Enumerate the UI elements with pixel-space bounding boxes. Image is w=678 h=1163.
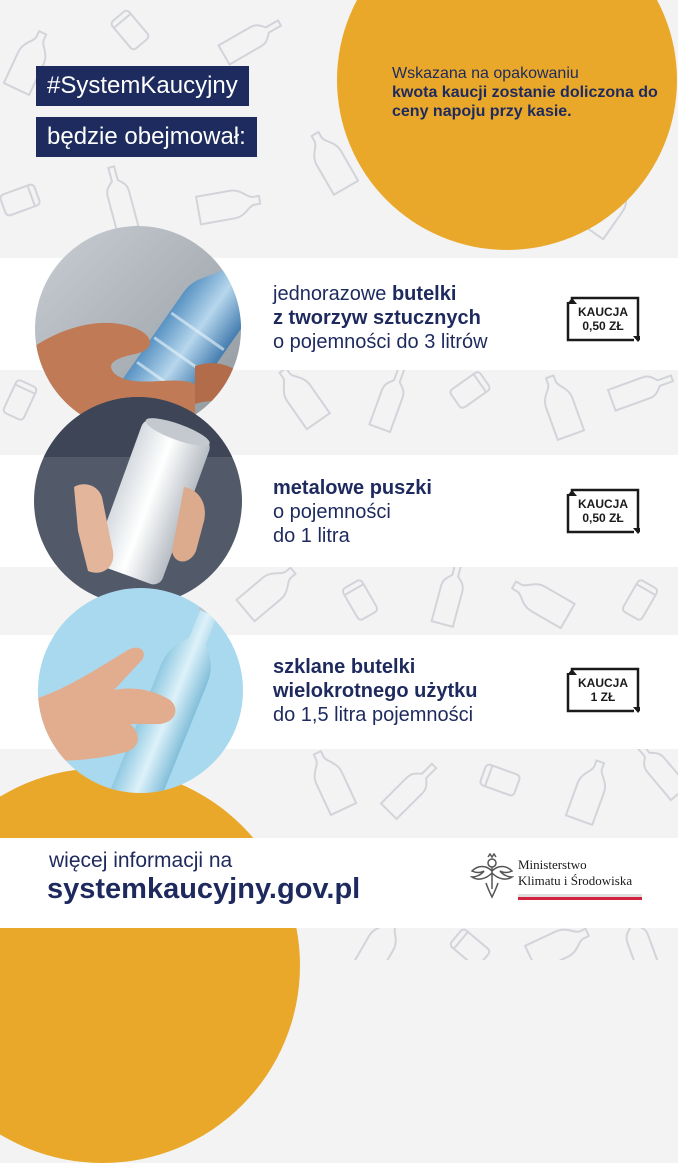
deposit-note [392,64,662,121]
item-3-line-1: szklane butelki [273,656,416,678]
item-3-line-3: do 1,5 litra pojemności [273,704,474,726]
deposit-badge-2 [566,488,640,534]
item-1-line-2: z tworzyw sztucznych [273,307,481,329]
item-2-line-1: metalowe puszki [273,477,432,499]
deposit-1-label: KAUCJA [577,305,628,319]
note-bold: kwota kaucji zostanie doliczona do ceny napoju przy kasie. [392,84,658,120]
item-1-line-3: o pojemności do 3 litrów [273,331,488,353]
more-info-text: więcej informacji na [49,849,233,872]
deposit-badge-3 [566,667,640,713]
item-1-line-1-bold: butelki [391,283,457,305]
item-plastic-bottles [273,282,488,354]
item-1-line-1: jednorazowe [273,283,392,305]
item-2-line-2: o pojemności [273,501,391,523]
deposit-badge-1 [566,296,640,342]
hashtag-label: #SystemKaucyjny [36,66,249,106]
metal-can-photo [34,397,242,605]
item-glass-bottles [273,655,477,727]
eagle-emblem-icon [470,853,514,899]
item-2-line-3: do 1 litra [273,525,350,547]
item-metal-cans [273,476,432,548]
deposit-3-label: KAUCJA [577,676,628,690]
deposit-3-value: 1 ZŁ [590,690,616,704]
ministry-name [518,857,632,889]
deposit-1-value: 0,50 ZŁ [582,319,624,333]
ministry-line-1: Ministerstwo [518,857,587,872]
note-line-1: Wskazana na opakowaniu [392,65,579,82]
website-link[interactable]: systemkaucyjny.gov.pl [47,873,361,905]
deposit-2-value: 0,50 ZŁ [582,511,624,525]
polish-flag-stripe [518,894,642,900]
deposit-2-label: KAUCJA [577,497,628,511]
ministry-line-2: Klimatu i Środowiska [518,873,633,888]
glass-bottle-photo [38,588,243,793]
item-3-line-2: wielokrotnego użytku [273,680,478,702]
subtitle-label: będzie obejmował: [36,117,257,157]
